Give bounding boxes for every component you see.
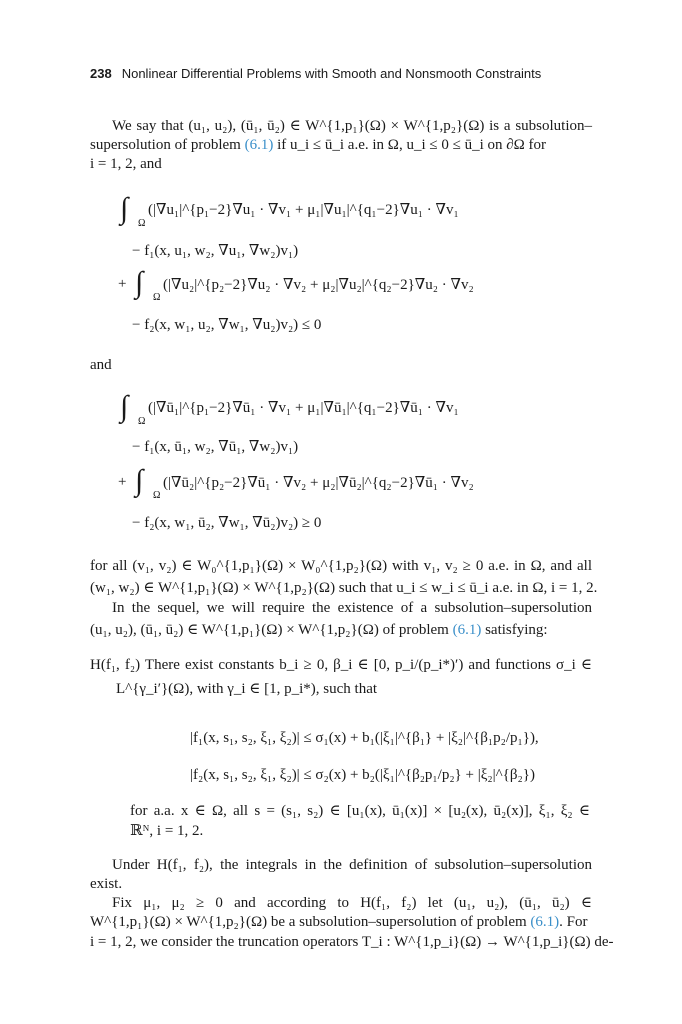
hypothesis-cond-line1: for a.a. x ∈ Ω, all s = (s₁, s₂) ∈ [u₁(x), ū₁(x)] × [u₂(x), ū₂(x)], ξ₁, ξ₂ ∈ xyxy=(130,803,590,819)
omega-subscript: Ω xyxy=(153,292,161,303)
hypothesis-line1: H(f₁, f₂) There exist constants b_i ≥ 0, β_i ∈ [0, p_i/(p_i*)′) and functions σ_i ∈ xyxy=(90,657,592,673)
para2-line4 xyxy=(90,620,548,640)
ineq2-line2: − f₁(x, ū₁, w₂, ∇ū₁, ∇w₂)v₁) xyxy=(132,439,299,455)
ineq1-line1: (|∇u₁|^{p₁−2}∇u₁ · ∇v₁ + μ₁|∇u₁|^{q₁−2}∇u₁ · ∇v₁ xyxy=(148,202,459,218)
running-title: Nonlinear Differential Problems with Smooth and Nonsmooth Constraints xyxy=(121,66,542,81)
growth-condition-1: |f₁(x, s₁, s₂, ξ₁, ξ₂)| ≤ σ₁(x) + b₁(|ξ₁|^{β₁} + |ξ₂|^{β₁p₂/p₁}), xyxy=(190,730,539,746)
omega-subscript: Ω xyxy=(138,218,146,229)
hypothesis-line2: L^{γ_i′}(Ω), with γ_i ∈ [1, p_i*), such that xyxy=(116,681,378,697)
plus-sign: + xyxy=(118,276,127,292)
para3-line1: Under H(f₁, f₂), the integrals in the definition of subsolution–supersolution xyxy=(112,857,592,873)
para1-line2-post: if u_i ≤ ū_i a.e. in Ω, u_i ≤ 0 ≤ ū_i on ∂Ω for xyxy=(273,137,547,153)
equation-ref-link[interactable]: (6.1) xyxy=(452,622,482,638)
ineq1-line4: − f₂(x, w₁, u₂, ∇w₁, ∇u₂)v₂) ≤ 0 xyxy=(132,317,322,333)
para2-line4-post: satisfying: xyxy=(481,622,548,638)
omega-subscript: Ω xyxy=(153,490,161,501)
para1-line2 xyxy=(90,135,546,155)
equation-ref-link[interactable]: (6.1) xyxy=(244,137,274,153)
para2-line3: In the sequel, we will require the existence of a subsolution–supersolution xyxy=(112,600,592,616)
para4-line2-post: . For xyxy=(559,914,588,930)
para2-line1: for all (v₁, v₂) ∈ W₀^{1,p₁}(Ω) × W₀^{1,p₂}(Ω) with v₁, v₂ ≥ 0 a.e. in Ω, and all xyxy=(90,558,592,574)
para1-line2-pre: supersolution of problem xyxy=(90,137,245,153)
running-header xyxy=(90,66,541,81)
para4-line2 xyxy=(90,912,588,932)
plus-sign: + xyxy=(118,474,127,490)
growth-condition-2: |f₂(x, s₁, s₂, ξ₁, ξ₂)| ≤ σ₂(x) + b₂(|ξ₁|^{β₂p₁/p₂} + |ξ₂|^{β₂}) xyxy=(190,767,535,783)
para4-line1: Fix μ₁, μ₂ ≥ 0 and according to H(f₁, f₂) let (u₁, u₂), (ū₁, ū₂) ∈ xyxy=(112,895,592,911)
ineq2-line3: (|∇ū₂|^{p₂−2}∇ū₁ · ∇v₂ + μ₂|∇ū₂|^{q₂−2}∇ū₁ · ∇v₂ xyxy=(163,475,474,491)
ineq1-line2: − f₁(x, u₁, w₂, ∇u₁, ∇w₂)v₁) xyxy=(132,243,299,259)
integral-sign: ∫ xyxy=(135,266,144,299)
integral-sign: ∫ xyxy=(120,390,129,423)
integral-sign: ∫ xyxy=(120,192,129,225)
hypothesis-cond-line2: ℝᴺ, i = 1, 2. xyxy=(130,823,204,839)
equation-ref-link[interactable]: (6.1) xyxy=(530,914,560,930)
para2-line4-pre: (u₁, u₂), (ū₁, ū₂) ∈ W^{1,p₁}(Ω) × W^{1,p₂}(Ω) of problem xyxy=(90,622,453,638)
omega-subscript: Ω xyxy=(138,416,146,427)
para3-line2: exist. xyxy=(90,876,123,892)
para2-line2: (w₁, w₂) ∈ W^{1,p₁}(Ω) × W^{1,p₂}(Ω) such that u_i ≤ w_i ≤ ū_i a.e. in Ω, i = 1, 2. xyxy=(90,580,598,596)
integral-sign: ∫ xyxy=(135,464,144,497)
para1-line3: i = 1, 2, and xyxy=(90,156,162,172)
ineq2-line1: (|∇ū₁|^{p₁−2}∇ū₁ · ∇v₁ + μ₁|∇ū₁|^{q₁−2}∇ū₁ · ∇v₁ xyxy=(148,400,459,416)
para1-line1: We say that (u₁, u₂), (ū₁, ū₂) ∈ W^{1,p₁}(Ω) × W^{1,p₂}(Ω) is a subsolution– xyxy=(112,118,592,134)
para4-line2-pre: W^{1,p₁}(Ω) × W^{1,p₂}(Ω) be a subsolution–supersolution of problem xyxy=(90,914,531,930)
para4-line3: i = 1, 2, we consider the truncation operators T_i : W^{1,p_i}(Ω) → W^{1,p_i}(Ω) de- xyxy=(90,934,614,950)
ineq1-line3: (|∇u₂|^{p₂−2}∇u₂ · ∇v₂ + μ₂|∇u₂|^{q₂−2}∇u₂ · ∇v₂ xyxy=(163,277,474,293)
ineq2-line4: − f₂(x, w₁, ū₂, ∇w₁, ∇ū₂)v₂) ≥ 0 xyxy=(132,515,322,531)
page-number: 238 xyxy=(90,66,112,81)
and-word: and xyxy=(90,357,112,373)
